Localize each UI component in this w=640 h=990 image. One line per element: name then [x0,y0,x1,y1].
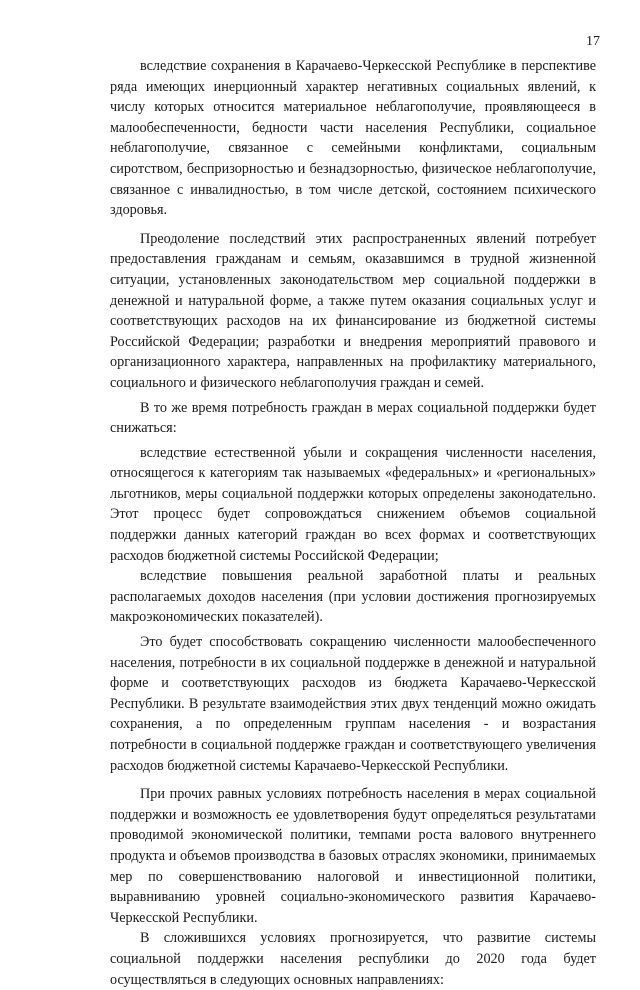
paragraph-4: вследствие естественной убыли и сокращения численности населения, относящегося к категориям так называемых «федеральных» и «региональных» льготников, меры социальной поддержки которых определены законодательно. Этот процесс будет сопровождаться снижением объемов социальной поддержки данных категорий граждан во всех формах и соответствующих расходов бюджетной системы Российской Федерации; [110,444,596,564]
paragraph-7: При прочих равных условиях потребность населения в мерах социальной поддержки и возможность ее удовлетворения будут определяться результатами проводимой экономической политики, темпами роста валового внутреннего продукта и объемов производства в базовых отраслях экономики, принимаемых мер по совершенствованию налоговой и инвестиционной политики, выравниванию уровней социально-экономического развития Карачаево-Черкесской Республики. [110,786,596,926]
paragraph-6: Это будет способствовать сокращению численности малообеспеченного населения, потребности в их социальной поддержке в денежной и натуральной форме и соответствующих расходов из бюджета Карачаево-Черкесской Республики. В результате взаимодействия этих двух тенденций можно ожидать сохранения, а по определенным группам населения - и возрастания потребности в социальной поддержке граждан и соответствующего увеличения расходов бюджетной системы Карачаево-Черкесской Республики. [110,634,596,774]
paragraph-1: вследствие сохранения в Карачаево-Черкесской Республике в перспективе ряда имеющих инерционный характер негативных социальных явлений, к числу которых относится материальное неблагополучие, проявляющееся в малообеспеченности, бедности части населения Республики, социальное неблагополучие, связанное с семейными конфликтами, социальным сиротством, беспризорностью и безнадзорностью, физическое неблагополучие, связанное с инвалидностью, в том числе детской, состоянием психического здоровья. [110,58,596,219]
body-text [110,56,596,990]
page-number: 17 [586,34,600,49]
paragraph-3: В то же время потребность граждан в мерах социальной поддержки будет снижаться: [110,399,596,437]
paragraph-8: В сложившихся условиях прогнозируется, что развитие системы социальной поддержки населения республики до 2020 года будет осуществляться в следующих основных направлениях: [110,930,596,988]
paragraph-5: вследствие повышения реальной заработной платы и реальных располагаемых доходов населения (при условии достижения прогнозируемых макроэкономических показателей). [110,568,596,626]
paragraph-2: Преодоление последствий этих распространенных явлений потребует предоставления гражданам и семьям, оказавшимся в трудной жизненной ситуации, установленных законодательством мер социальной поддержки в денежной и натуральной форме, а также путем оказания социальных услуг и соответствующих расходов на их финансирование из бюджетной системы Российской Федерации; разработки и внедрения мероприятий правового и организационного характера, направленных на профилактику материального, социального и физического неблагополучия граждан и семей. [110,230,596,391]
